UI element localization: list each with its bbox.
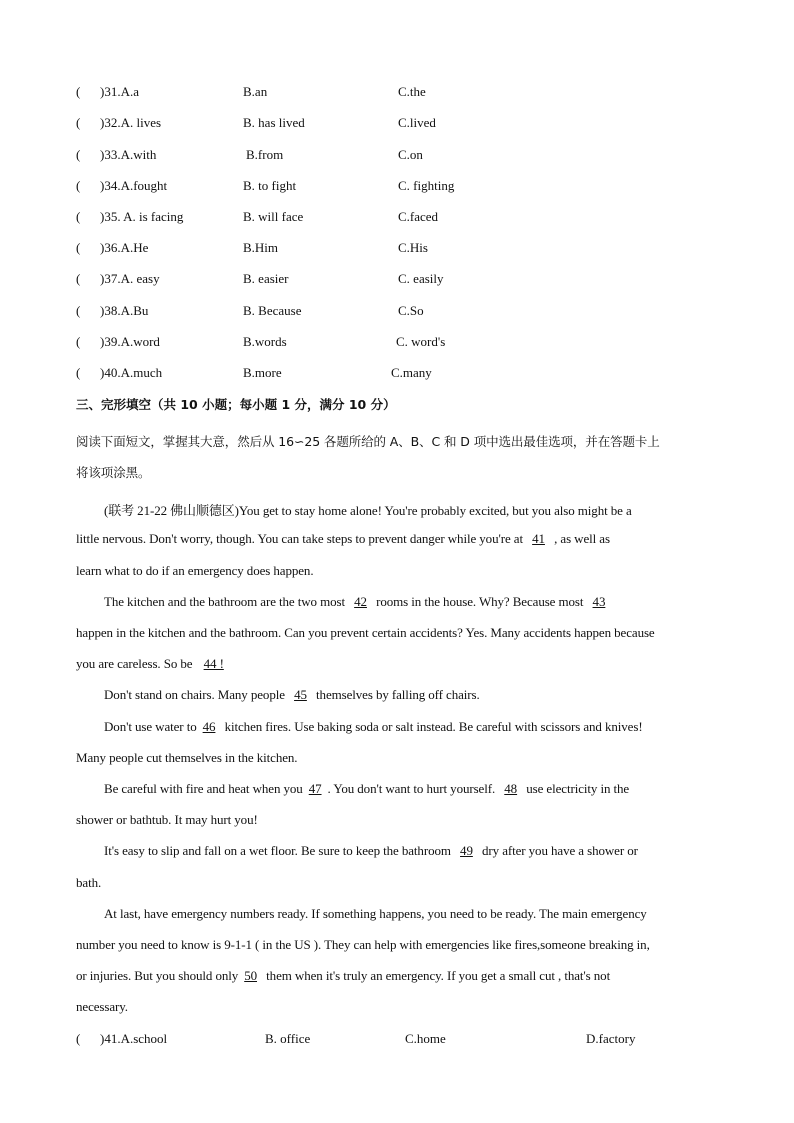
blank-45[interactable]: 45 (294, 687, 307, 702)
option-b: B. has lived (243, 115, 305, 130)
passage-line (104, 781, 629, 797)
passage-line: shower or bathtub. It may hurt you! (76, 812, 258, 827)
option-c: C. fighting (398, 178, 455, 193)
answer-paren[interactable]: ( (76, 84, 81, 99)
question-number: )40.A.much (100, 365, 163, 380)
option-b: B.Him (243, 240, 279, 255)
passage-text: Don't use water to (104, 719, 197, 734)
blank-47[interactable]: 47 (308, 781, 322, 796)
passage-line: bath. (76, 875, 102, 890)
option-c: C. word's (396, 334, 446, 349)
question-number: )41.A.school (100, 1031, 168, 1046)
question-number: )32.A. lives (100, 115, 162, 130)
question-number: )35. A. is facing (100, 209, 184, 224)
passage-text: you are careless. So be (76, 656, 193, 671)
instruction-line-1: 阅读下面短文，掌握其大意，然后从 16∽25 各题所给的 A、B、C 和 D 项中选出最佳选项，并在答题卡上 (76, 434, 660, 449)
question-number: )31.A.a (100, 84, 139, 99)
passage-line: number you need to know is 9-1-1 ( in the US ). They can help with emergencies like fires,someone breaking in, (76, 937, 650, 952)
option-c: C.So (398, 303, 424, 318)
option-b: B.words (243, 334, 287, 349)
passage-text: rooms in the house. Why? Because most (376, 594, 584, 609)
passage-line (104, 594, 611, 610)
passage-line: happen in the kitchen and the bathroom. Can you prevent certain accidents? Yes. Many accidents happen because (76, 625, 655, 640)
passage-text: them when it's truly an emergency. If you get a small cut , that's not (266, 968, 611, 983)
question-number: )33.A.with (100, 147, 157, 162)
passage-line: necessary. (76, 999, 128, 1014)
passage-text: use electricity in the (526, 781, 630, 796)
passage-text: , as well as (554, 531, 610, 546)
blank-50[interactable]: 50 (244, 968, 258, 983)
passage-text: The kitchen and the bathroom are the two most (104, 594, 345, 609)
option-c: C.on (398, 147, 423, 162)
option-b: B.more (243, 365, 282, 380)
passage-line: Many people cut themselves in the kitchen. (76, 750, 298, 765)
answer-paren[interactable]: ( (76, 271, 81, 286)
passage-line (104, 687, 480, 703)
blank-44[interactable]: 44 ! (203, 656, 224, 671)
answer-paren[interactable]: ( (76, 334, 81, 349)
passage-line: learn what to do if an emergency does happen. (76, 563, 314, 578)
passage-line (104, 719, 643, 735)
answer-paren[interactable]: ( (76, 178, 81, 193)
answer-paren[interactable]: ( (76, 365, 81, 380)
answer-paren[interactable]: ( (76, 1031, 81, 1046)
option-c: C.lived (398, 115, 436, 130)
passage-line (76, 531, 610, 547)
passage-text: . You don't want to hurt yourself. (327, 781, 496, 796)
passage-line (104, 843, 638, 859)
blank-48[interactable]: 48 (504, 781, 518, 796)
answer-paren[interactable]: ( (76, 147, 81, 162)
section-heading: 三、完形填空（共 10 小题；每小题 1 分，满分 10 分） (76, 397, 396, 412)
passage-text: It's easy to slip and fall on a wet floor. Be sure to keep the bathroom (104, 843, 451, 858)
option-c: C.the (398, 84, 426, 99)
option-b: B. easier (243, 271, 289, 286)
answer-paren[interactable]: ( (76, 240, 81, 255)
passage-text: or injuries. But you should only (76, 968, 239, 983)
blank-41[interactable]: 41 (532, 531, 545, 546)
passage-text: kitchen fires. Use baking soda or salt instead. Be careful with scissors and knives! (224, 719, 643, 734)
question-number: )39.A.word (100, 334, 160, 349)
option-c: C.home (405, 1031, 446, 1046)
option-b: B.an (243, 84, 268, 99)
passage-text: themselves by falling off chairs. (316, 687, 480, 702)
blank-46[interactable]: 46 (202, 719, 216, 734)
passage-text: little nervous. Don't worry, though. You can take steps to prevent danger while you're at (76, 531, 523, 546)
question-number: )36.A.He (100, 240, 149, 255)
blank-49[interactable]: 49 (460, 843, 473, 858)
passage-text: dry after you have a shower or (482, 843, 638, 858)
answer-paren[interactable]: ( (76, 209, 81, 224)
option-b: B. office (265, 1031, 311, 1046)
option-b: B. to fight (243, 178, 297, 193)
option-c: C. easily (398, 271, 444, 286)
blank-43[interactable]: 43 (592, 594, 606, 609)
passage-line: (联考 21-22 佛山顺德区)You get to stay home alone! You're probably excited, but you also might be a (104, 503, 632, 518)
question-number: )37.A. easy (100, 271, 160, 286)
blank-42[interactable]: 42 (354, 594, 367, 609)
option-b: B. will face (243, 209, 304, 224)
passage-line: At last, have emergency numbers ready. If something happens, you need to be ready. The main emergency (104, 906, 647, 921)
answer-paren[interactable]: ( (76, 115, 81, 130)
option-c: C.many (391, 365, 432, 380)
passage-text: Don't stand on chairs. Many people (104, 687, 285, 702)
option-c: C.faced (398, 209, 439, 224)
question-number: )34.A.fought (100, 178, 168, 193)
passage-line (76, 968, 610, 984)
instruction-line-2: 将该项涂黑。 (76, 465, 151, 480)
answer-paren[interactable]: ( (76, 303, 81, 318)
option-b: B.from (246, 147, 284, 162)
passage-text: Be careful with fire and heat when you (104, 781, 303, 796)
question-number: )38.A.Bu (100, 303, 149, 318)
passage-line (76, 656, 232, 672)
option-d: D.factory (586, 1031, 636, 1046)
option-c: C.His (398, 240, 428, 255)
option-b: B. Because (243, 303, 302, 318)
